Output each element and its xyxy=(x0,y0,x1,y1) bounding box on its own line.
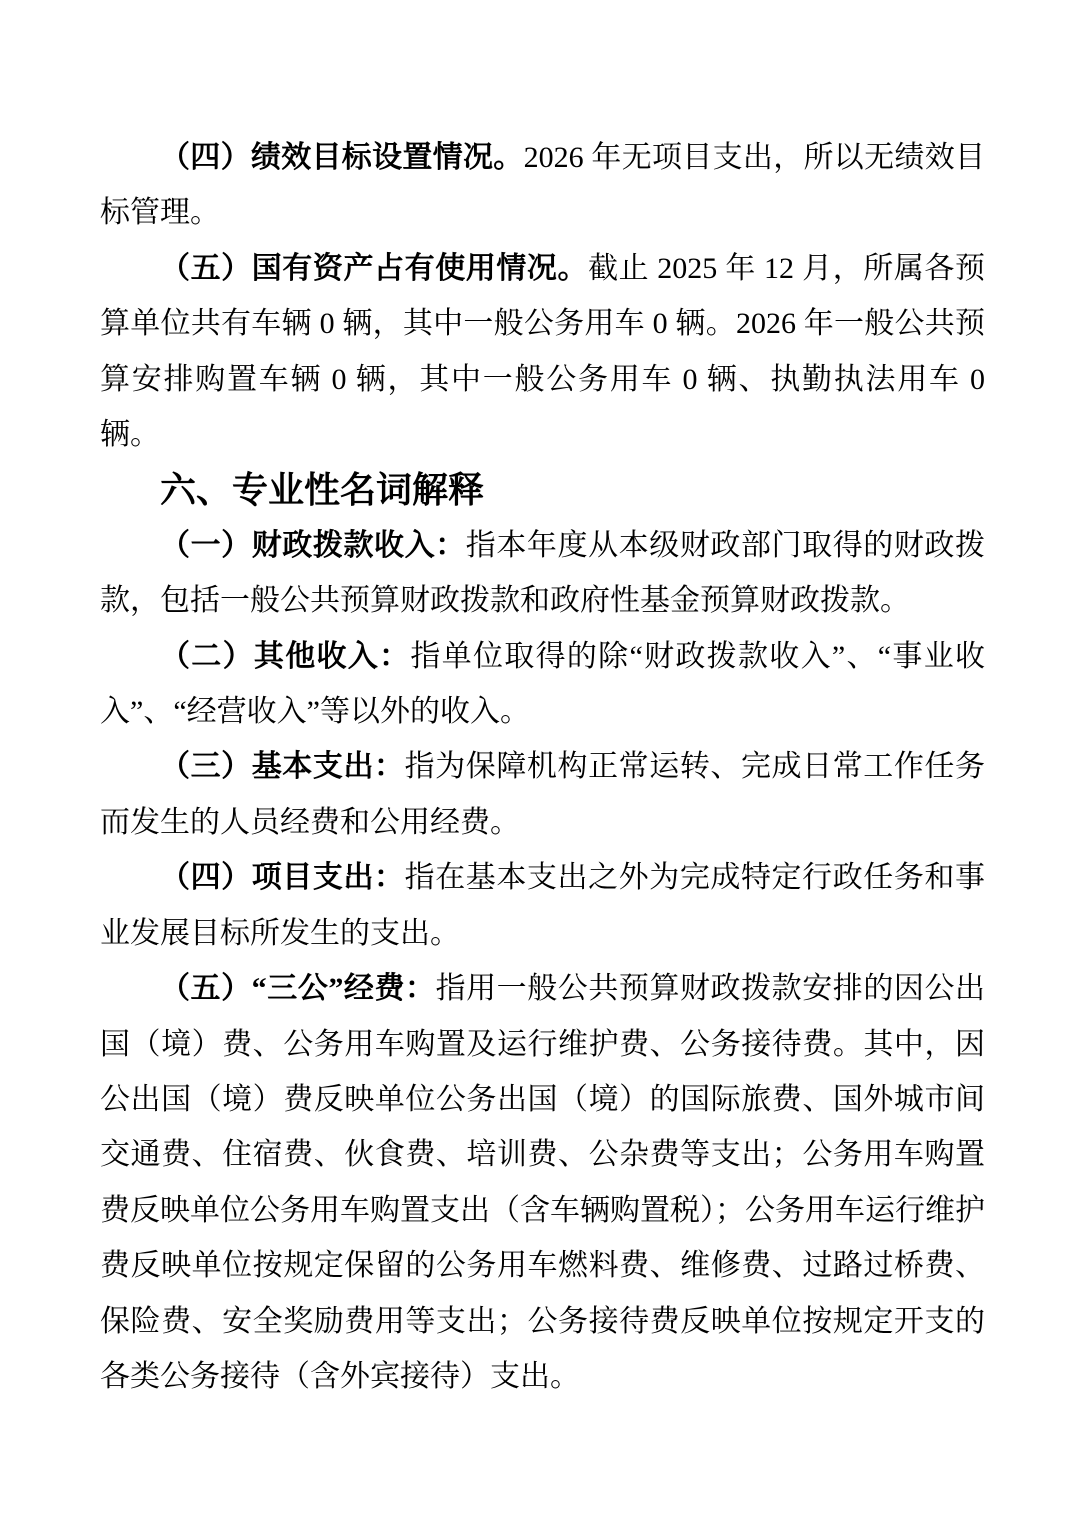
paragraph-term-project-expenditure-lead: （四）项目支出： xyxy=(160,861,405,895)
paragraph-term-fiscal-appropriation-income-lead: （一）财政拨款收入： xyxy=(160,528,466,562)
paragraph-term-three-public-funds xyxy=(100,961,985,1404)
paragraph-term-basic-expenditure xyxy=(100,739,985,850)
paragraph-term-other-income-lead: （二）其他收入： xyxy=(160,639,411,673)
paragraph-term-basic-expenditure-lead: （三）基本支出： xyxy=(160,750,405,784)
paragraph-term-project-expenditure xyxy=(100,850,985,961)
paragraph-state-assets xyxy=(100,241,985,463)
paragraph-term-three-public-funds-lead: （五）“三公”经费： xyxy=(160,972,436,1006)
paragraph-term-fiscal-appropriation-income-text: 指本年度从本级财政部门取得的财政拨款，包括一般公共预算财政拨款和政府性基金预算财政拨款。 xyxy=(100,528,986,618)
paragraph-state-assets-text: 截止 2025 年 12 月，所属各预算单位共有车辆 0 辆，其中一般公务用车 0 辆。2026 年一般公共预算安排购置车辆 0 辆，其中一般公务用车 0 辆、执勤执法用车 0 辆。 xyxy=(100,251,986,452)
paragraph-term-three-public-funds-text: 指用一般公共预算财政拨款安排的因公出国（境）费、公务用车购置及运行维护费、公务接待费。其中，因公出国（境）费反映单位公务出国（境）的国际旅费、国外城市间交通费、住宿费、伙食费、培训费、公杂费等支出；公务用车购置费反映单位公务用车购置支出（含车辆购置税）；公务用车运行维护费反映单位按规定保留的公务用车燃料费、维修费、过路过桥费、保险费、安全奖励费用等支出；公务接待费反映单位按规定开支的各类公务接待（含外宾接待）支出。 xyxy=(100,972,986,1393)
section-heading-terminology: 六、专业性名词解释 xyxy=(160,469,485,511)
paragraph-state-assets-lead: （五）国有资产占有使用情况。 xyxy=(160,251,589,285)
paragraph-term-other-income-text: 指单位取得的除“财政拨款收入”、“事业收入”、“经营收入”等以外的收入。 xyxy=(100,639,985,729)
paragraph-performance-goals xyxy=(100,130,985,241)
paragraph-term-other-income xyxy=(100,629,985,740)
paragraph-term-fiscal-appropriation-income xyxy=(100,518,985,629)
paragraph-term-project-expenditure-text: 指在基本支出之外为完成特定行政任务和事业发展目标所发生的支出。 xyxy=(100,861,986,950)
paragraph-performance-goals-lead: （四）绩效目标设置情况。 xyxy=(160,141,524,174)
paragraph-performance-goals-text: 2026 年无项目支出，所以无绩效目标管理。 xyxy=(100,141,986,230)
paragraph-term-basic-expenditure-text: 指为保障机构正常运转、完成日常工作任务而发生的人员经费和公用经费。 xyxy=(100,750,986,839)
